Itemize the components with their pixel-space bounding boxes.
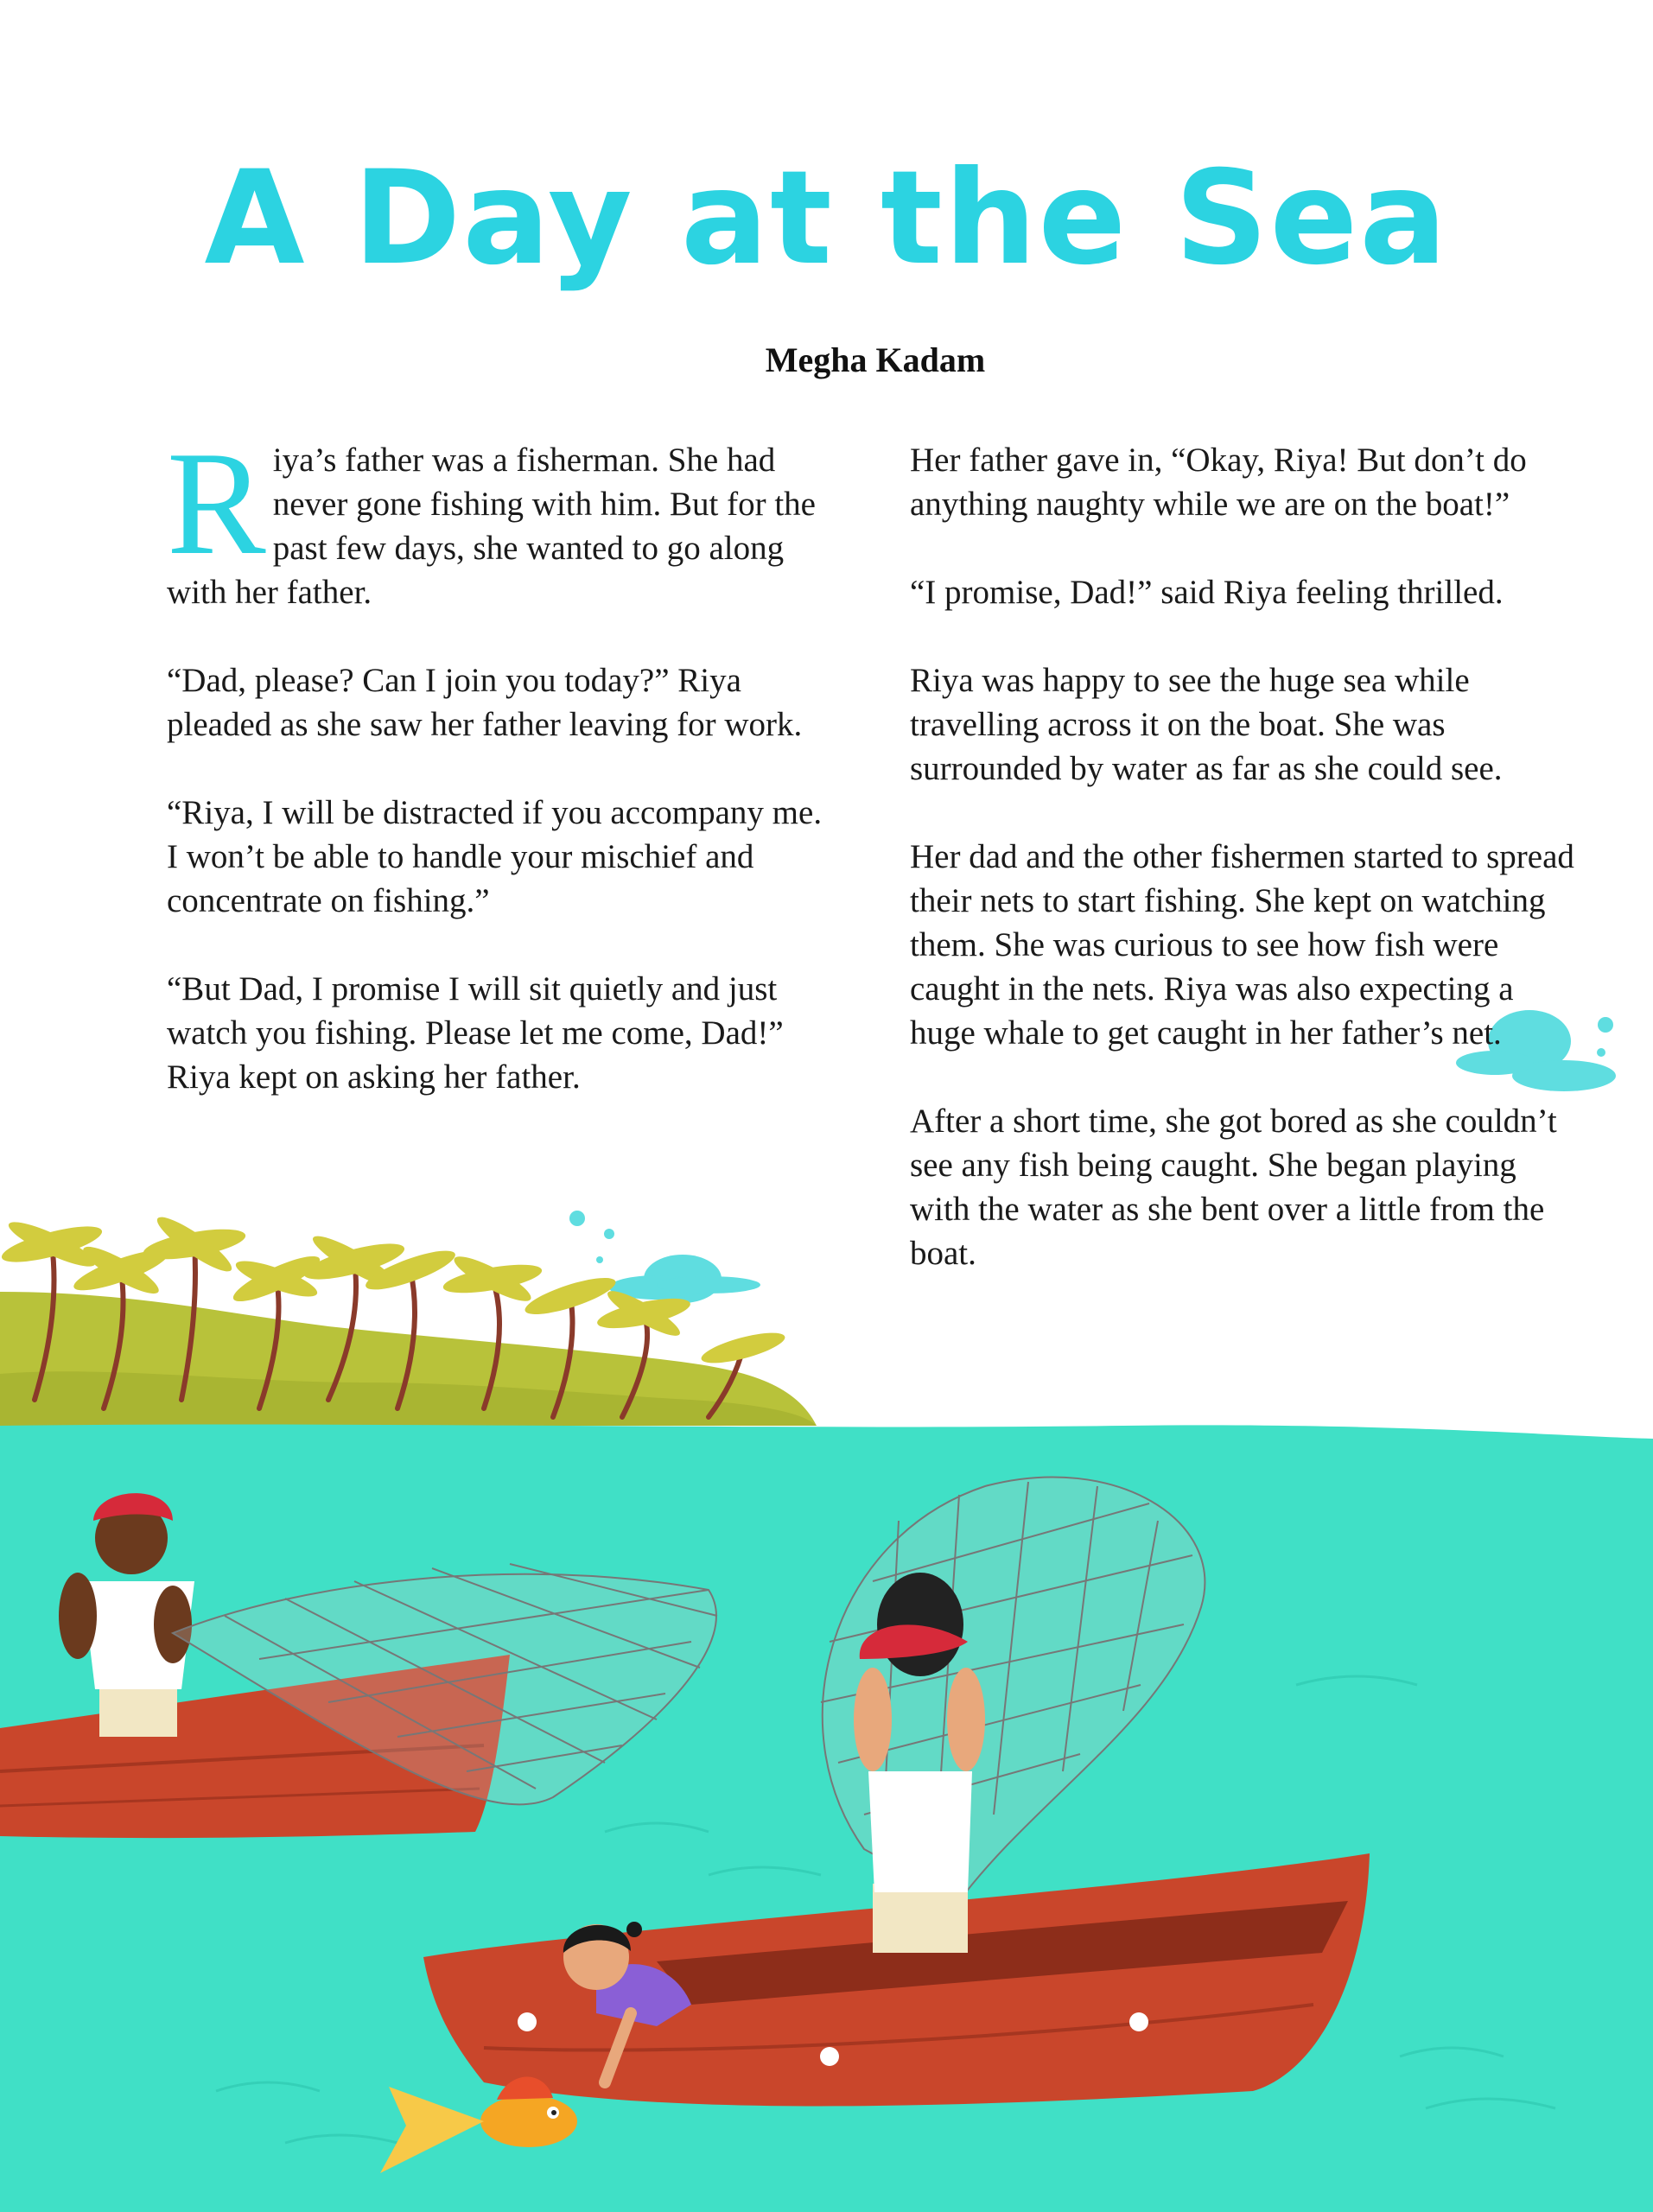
- story-column-right: [910, 438, 1584, 1319]
- story-title: A Day at the Sea: [204, 143, 1449, 294]
- paragraph: “Riya, I will be distracted if you accompany me. I won’t be able to handle your mischief and concentrate on fishing.”: [167, 794, 823, 919]
- paragraph: “I promise, Dad!” said Riya feeling thrilled.: [910, 574, 1504, 611]
- paragraph: Her dad and the other fishermen started to spread their nets to start fishing. She kept on watching them. She was curious to see how fish were caught in the nets. Riya was also expecting a huge whale to get caught in her father’s net.: [910, 838, 1574, 1052]
- paragraph: “Dad, please? Can I join you today?” Riya pleaded as she saw her father leaving for work.: [167, 662, 803, 743]
- author-name: Megha Kadam: [765, 340, 986, 379]
- paragraph: After a short time, she got bored as she couldn’t see any fish being caught. She began playing with the water as she bent over a little from the boat.: [910, 1103, 1557, 1272]
- paragraph: [167, 422, 841, 614]
- paragraph: Her father gave in, “Okay, Riya! But don’t do anything naughty while we are on the boat!”: [910, 442, 1527, 523]
- paragraph: “But Dad, I promise I will sit quietly and just watch you fishing. Please let me come, Dad!” Riya kept on asking her father.: [167, 970, 784, 1096]
- story-column-left: [167, 422, 841, 1143]
- paragraph-text: iya’s father was a fisherman. She had never gone fishing with him. But for the past few days, she wanted to go along with her father.: [167, 442, 816, 611]
- dropcap-letter: R: [167, 422, 266, 586]
- paragraph: Riya was happy to see the huge sea while travelling across it on the boat. She was surrounded by water as far as she could see.: [910, 662, 1503, 787]
